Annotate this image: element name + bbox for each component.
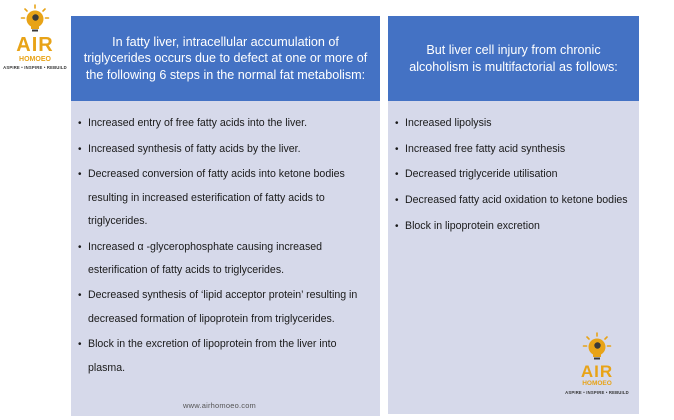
list-item: • Increased free fatty acid synthesis	[395, 138, 631, 161]
left-panel-heading: In fatty liver, intracellular accumulation of triglycerides occurs due to defect at one or more of the following 6 steps in the normal fat metabolism:	[71, 16, 380, 101]
list-item: • Increased synthesis of fatty acids by the liver.	[78, 138, 372, 161]
fat-metabolism-defect-list	[71, 101, 380, 380]
alcoholism-factor-list	[388, 101, 639, 238]
list-item: • Increased entry of free fatty acids into the liver.	[78, 112, 372, 135]
lightbulb-icon	[582, 332, 612, 362]
list-item: • Decreased synthesis of ‘lipid acceptor protein’ resulting in decreased formation of lipoprotein from triglycerides.	[78, 284, 372, 330]
list-item: • Decreased fatty acid oxidation to ketone bodies	[395, 189, 631, 212]
logo-subtitle: HOMOEO	[582, 380, 612, 387]
list-item: • Block in the excretion of lipoprotein from the liver into plasma.	[78, 333, 372, 379]
air-homoeo-logo-bottom	[562, 332, 632, 395]
list-item: • Increased lipolysis	[395, 112, 631, 135]
website-url: www.airhomoeo.com	[183, 401, 257, 410]
logo-word: AIR	[580, 362, 614, 381]
list-item: • Decreased conversion of fatty acids into ketone bodies resulting in increased esterification of fatty acids to triglycerides.	[78, 163, 372, 233]
air-homoeo-logo	[4, 4, 66, 70]
list-item: • Decreased triglyceride utilisation	[395, 163, 631, 186]
lightbulb-icon	[20, 4, 50, 34]
list-item: • Block in lipoprotein excretion	[395, 215, 631, 238]
right-panel-heading: But liver cell injury from chronic alcoholism is multifactorial as follows:	[388, 16, 639, 101]
fatty-liver-steps-panel	[71, 16, 380, 416]
logo-word: AIR	[16, 34, 54, 56]
list-item: • Increased α -glycerophosphate causing increased esterification of fatty acids to triglycerides.	[78, 236, 372, 282]
logo-subtitle: HOMOEO	[19, 56, 51, 63]
logo-tagline: ASPIRE • INSPIRE • REBUILD	[565, 389, 629, 395]
logo-tagline: ASPIRE • INSPIRE • REBUILD	[3, 65, 67, 70]
